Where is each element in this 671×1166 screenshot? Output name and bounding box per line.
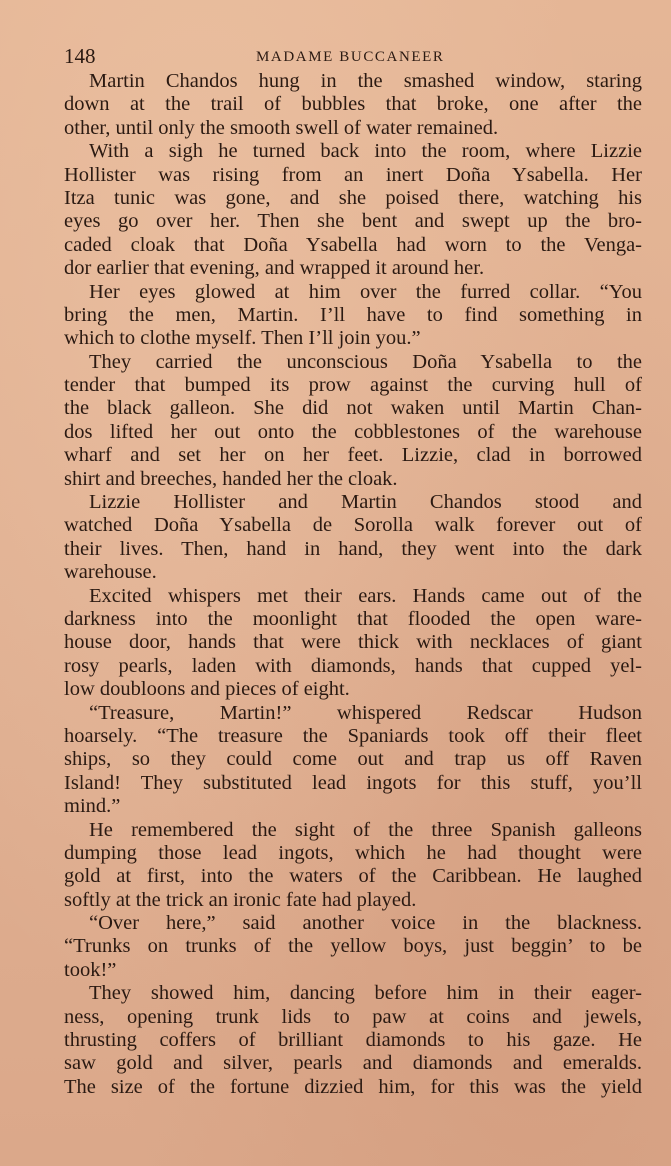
- text-line: The size of the fortune dizzied him, for this was the yield: [64, 1075, 642, 1098]
- text-line: other, until only the smooth swell of water remained.: [64, 116, 499, 139]
- text-line: ships, so they could come out and trap us off Raven: [64, 748, 642, 771]
- text-line: With a sigh he turned back into the room, where Lizzie: [89, 140, 642, 163]
- text-line: softly at the trick an ironic fate had played.: [64, 888, 417, 911]
- text-line: shirt and breeches, handed her the cloak.: [64, 467, 398, 490]
- text-line: caded cloak that Doña Ysabella had worn to the Venga-: [64, 233, 642, 256]
- text-line: hoarsely. “The treasure the Spaniards took off their fleet: [64, 724, 642, 747]
- text-line: house door, hands that were thick with necklaces of giant: [64, 631, 642, 654]
- text-line: “Over here,” said another voice in the blackness.: [89, 912, 642, 935]
- text-line: They carried the unconscious Doña Ysabella to the: [89, 350, 642, 373]
- text-line: rosy pearls, laden with diamonds, hands that cupped yel-: [64, 654, 642, 677]
- text-line: wharf and set her on her feet. Lizzie, clad in borrowed: [64, 444, 642, 467]
- text-line: their lives. Then, hand in hand, they went into the dark: [64, 537, 642, 560]
- text-line: tender that bumped its prow against the curving hull of: [64, 374, 642, 397]
- text-line: ness, opening trunk lids to paw at coins and jewels,: [64, 1005, 642, 1028]
- text-line: Martin Chandos hung in the smashed window, staring: [89, 70, 642, 92]
- text-line: Her eyes glowed at him over the furred collar. “You: [89, 280, 642, 303]
- text-line: dos lifted her out onto the cobblestones of the warehouse: [64, 420, 642, 443]
- text-line: Excited whispers met their ears. Hands came out of the: [89, 584, 642, 607]
- text-line: “Trunks on trunks of the yellow boys, just beggin’ to be: [64, 935, 642, 958]
- text-line: down at the trail of bubbles that broke, one after the: [64, 93, 642, 116]
- text-line: which to clothe myself. Then I’ll join you.”: [64, 327, 421, 350]
- text-line: low doubloons and pieces of eight.: [64, 678, 350, 701]
- text-line: Itza tunic was gone, and she poised there, watching his: [64, 186, 642, 209]
- text-line: Island! They substituted lead ingots for this stuff, you’ll: [64, 771, 642, 794]
- text-line: thrusting coffers of brilliant diamonds to his gaze. He: [64, 1029, 642, 1052]
- text-line: dor earlier that evening, and wrapped it around her.: [64, 257, 485, 280]
- text-line: the black galleon. She did not waken until Martin Chan-: [64, 397, 642, 420]
- text-line: eyes go over her. Then she bent and swept up the bro-: [64, 210, 642, 233]
- text-line: warehouse.: [64, 561, 157, 584]
- text-line: darkness into the moonlight that flooded the open ware-: [64, 607, 642, 630]
- text-line: He remembered the sight of the three Spanish galleons: [89, 818, 642, 841]
- text-line: Lizzie Hollister and Martin Chandos stood and: [89, 491, 642, 514]
- body-text: [64, 70, 642, 1099]
- text-line: bring the men, Martin. I’ll have to find something in: [64, 303, 642, 326]
- text-line: gold at first, into the waters of the Caribbean. He laughed: [64, 865, 642, 888]
- text-line: Hollister was rising from an inert Doña Ysabella. Her: [64, 163, 642, 186]
- page-number: 148: [64, 44, 96, 68]
- text-line: took!”: [64, 958, 117, 981]
- text-line: dumping those lead ingots, which he had thought were: [64, 841, 642, 864]
- running-head: MADAME BUCCANEER: [256, 49, 445, 65]
- text-line: They showed him, dancing before him in their eager-: [89, 982, 642, 1005]
- text-line: watched Doña Ysabella de Sorolla walk forever out of: [64, 514, 642, 537]
- text-line: mind.”: [64, 795, 121, 818]
- text-line: saw gold and silver, pearls and diamonds and emeralds.: [64, 1052, 642, 1075]
- text-line: “Treasure, Martin!” whispered Redscar Hudson: [89, 701, 642, 724]
